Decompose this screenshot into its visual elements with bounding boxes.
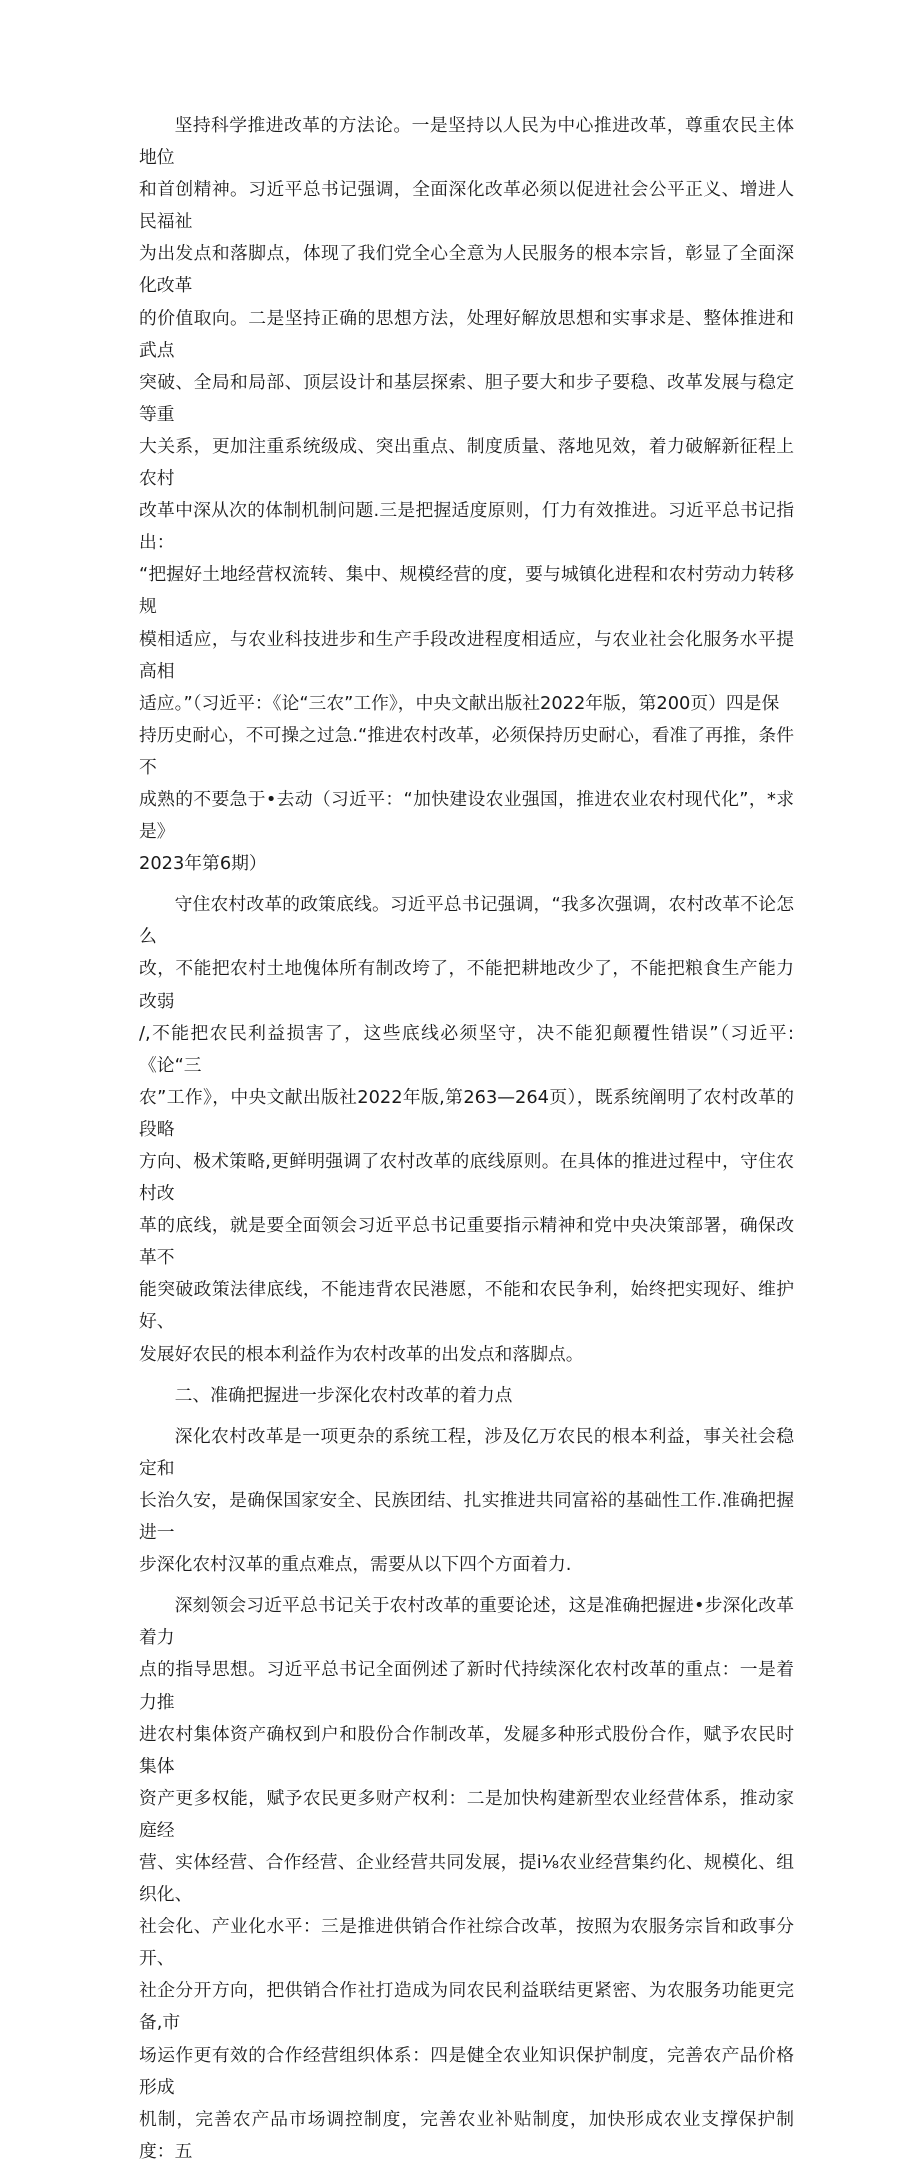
paragraph-guiding-thought: 深刻领会习近平总书记关于农村改革的重要论述，这是准确把握进•步深化改革着力 点的指导思想。习近平总书记全面例述了新时代持续深化农村改革的重点：一是着力推 进农村集体资产确权到户和股份合作制改革，发屣多种形式股份合作，赋予农民时集体 资产更多权能，赋予农民更多财产权利：二是加快构建新型农业经营体系，推动家庭经 营、实体经营、合作经营、企业经营共同发展，提i⅛农业经营集约化、规模化、组织化、 社会化、产业化水平：三是推进供销合作社综合改革，按照为农服务宗旨和政事分开、 社企分开方向，把供销合作社打造成为同农民利益联结更紧密、为农服务功能更完备,市 场运作更有效的合作经营组织体系：四是健全农业知识保护制度，完善农产品价格形成 机制，完善农产品市场调控制度，完善农业补贴制度，加快形成农业支撑保护制度：五 [139, 1595, 794, 2162]
paragraph-reform-methodology: 坚持科学推进改革的方法论。一是坚持以人民为中心推进改革，尊重农民主体地位 和首创精神。习近平总书记强调，全面深化改革必须以促进社会公平正义、增进人民福祉 为出发点和落脚点，体现了我们党全心全意为人民服务的根本宗旨，彰显了全面深化改革 的价值取向。二是坚持正确的思想方法，处理好解放思想和实事求是、整体推进和武点 突破、全局和局部、顶层设计和基层探索、胆子要大和步子要稳、改革发展与稳定等重 大关系，更加注重系统级成、突出重点、制度质量、落地见效，着力破解新征程上农村 改革中深从次的体制机制问题.三是把握适度原则，仃力有效推进。习近平总书记指出： “把握好土地经营权流转、集中、规模经营的度，要与城镇化进程和农村劳动力转移规 模相适应，与农业科技进步和生产手段改进程度相适应，与农业社会化服务水平提高相 适应。”（习近平：《论“三农”工作》，中央文献出版社2022年版，第200页）四是保 持历史耐心，不可操之过急.“推进农村改革，必须保持历史耐心，看准了再推，条件不 成熟的不要急于•去动（习近平：“加快建设农业强国，推进农业农村现代化”，*求是》 2023年第6期） [139, 115, 794, 875]
paragraph-deepen-rural-reform: 深化农村改革是一项更杂的系统工程，涉及亿万农民的根本利益，事关社会稳定和 长治久安，是确保国家安全、民族团结、扎实推进共同富裕的基础性工作.准确把握进一 步深化农村汉革的重点难点，需要从以下四个方面着力. [139, 1425, 794, 1576]
section-heading: 二、准确把握进一步深化农村改革的着力点 [174, 1384, 513, 1406]
paragraph-policy-bottom-line: 守住农村改革的政策底线。习近平总书记强调，“我多次强调，农村改革不论怎么 改，不能把农村土地傀体所有制改垮了，不能把耕地改少了，不能把粮食生产能力改弱 /,不能把农民利益损害了，这些底线必须坚守，决不能犯颠覆性错误”（习近平:《论“三 农”工作》，中央文献出版社2022年版,第263—264页），既系统阐明了农村改革的段略 方向、极术策略,更鲜明强调了农村改革的底线原则。在具体的推进过程中，守住农村改 革的底线，就是要全面领会习近平总书记重要指示精神和党中央决策部署，确保改革不 能突破政策法律底线，不能违背农民港愿，不能和农民争利，始终把实现好、维护好、 发展好农民的根本利益作为农村改革的出发点和落脚点。 [139, 894, 794, 1365]
document-body [139, 110, 794, 2168]
